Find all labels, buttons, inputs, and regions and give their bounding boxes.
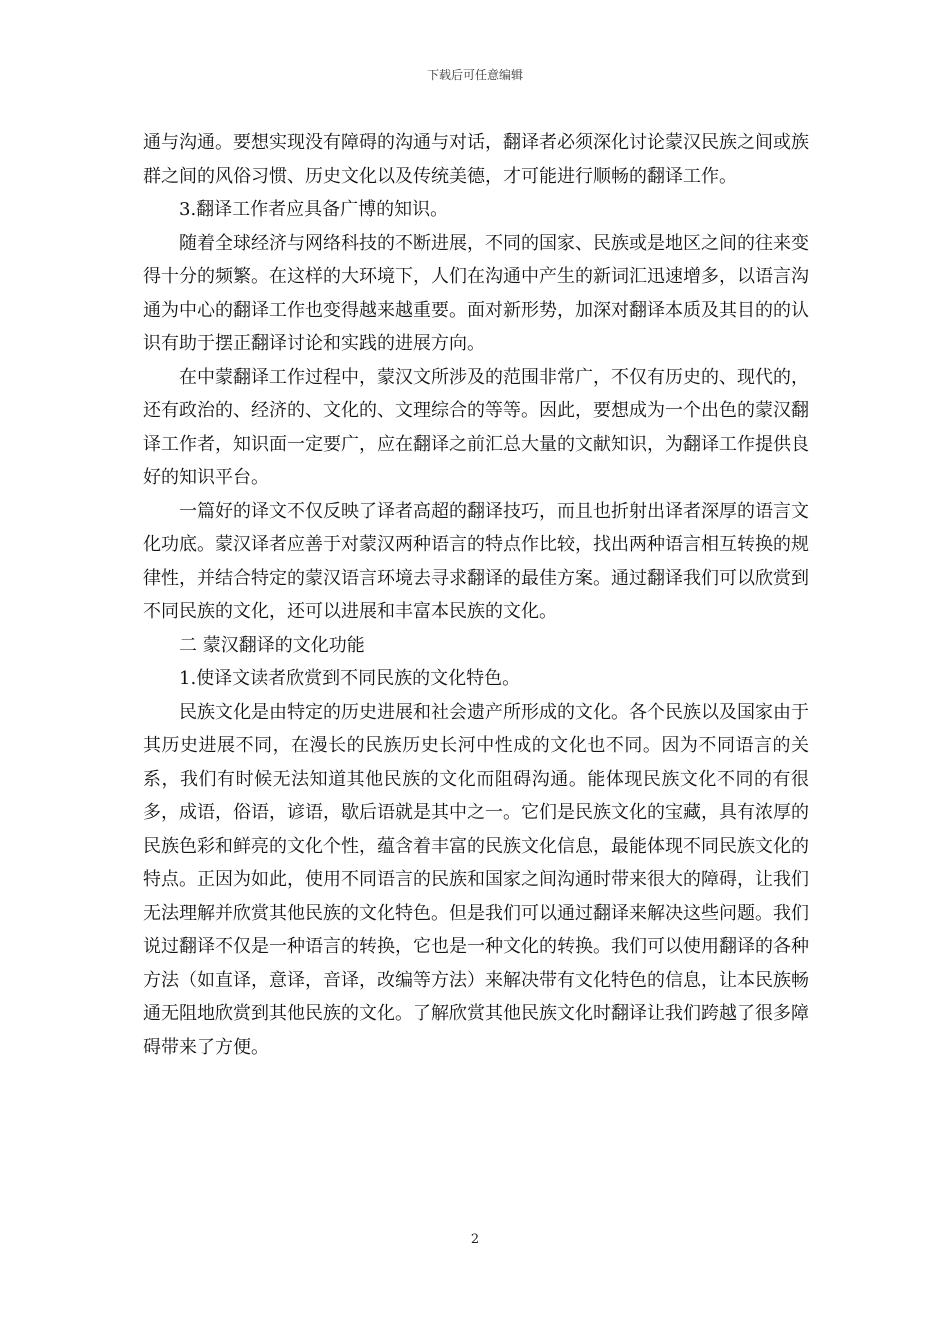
paragraph-continuation: 通与沟通。要想实现没有障碍的沟通与对话，翻译者必须深化讨论蒙汉民族之间或族群之间的风俗习惯、历史文化以及传统美德，才可能进行顺畅的翻译工作。 <box>143 132 809 187</box>
subheading-culture: 1.使译文读者欣赏到不同民族的文化特色。 <box>179 668 521 689</box>
paragraph: 随着全球经济与网络科技的不断进展，不同的国家、民族或是地区之间的往来变得十分的频繁。在这样的大环境下，人们在沟通中产生的新词汇迅速增多，以语言沟通为中心的翻译工作也变得越来越重要。面对新形势，加深对翻译本质及其目的的认识有助于摆正翻译讨论和实践的进展方向。 <box>143 232 809 354</box>
paragraph: 民族文化是由特定的历史进展和社会遗产所形成的文化。各个民族以及国家由于其历史进展不同，在漫长的民族历史长河中性成的文化也不同。因为不同语言的关系，我们有时候无法知道其他民族的文化而阻碍沟通。能体现民族文化不同的有很多，成语，俗语，谚语，歇后语就是其中之一。它们是民族文化的宝藏，具有浓厚的民族色彩和鲜亮的文化个性，蕴含着丰富的民族文化信息，最能体现不同民族文化的特点。正因为如此，使用不同语言的民族和国家之间沟通时带来很大的障碍，让我们无法理解并欣赏其他民族的文化特色。但是我们可以通过翻译来解决这些问题。我们说过翻译不仅是一种语言的转换，它也是一种文化的转换。我们可以使用翻译的各种方法（如直译，意译，音译，改编等方法）来解决带有文化特色的信息，让本民族畅通无阻地欣赏到其他民族的文化。了解欣赏其他民族文化时翻译让我们跨越了很多障碍带来了方便。 <box>143 701 809 1058</box>
subheading-knowledge: 3.翻译工作者应具备广博的知识。 <box>179 199 449 220</box>
paragraph: 在中蒙翻译工作过程中，蒙汉文所涉及的范围非常广，不仅有历史的、现代的，还有政治的、经济的、文化的、文理综合的等等。因此，要想成为一个出色的蒙汉翻译工作者，知识面一定要广，应在翻译之前汇总大量的文献知识，为翻译工作提供良好的知识平台。 <box>143 366 809 488</box>
page-header: 下载后可任意编辑 <box>426 68 523 82</box>
paragraph: 一篇好的译文不仅反映了译者高超的翻译技巧，而且也折射出译者深厚的语言文化功底。蒙汉译者应善于对蒙汉两种语言的特点作比较，找出两种语言相互转换的规律性，并结合特定的蒙汉语言环境去寻求翻译的最佳方案。通过翻译我们可以欣赏到不同民族的文化，还可以进展和丰富本民族的文化。 <box>143 500 809 622</box>
page-number: 2 <box>470 1232 480 1247</box>
section-heading: 二 蒙汉翻译的文化功能 <box>179 634 365 656</box>
document-body <box>143 126 809 1064</box>
